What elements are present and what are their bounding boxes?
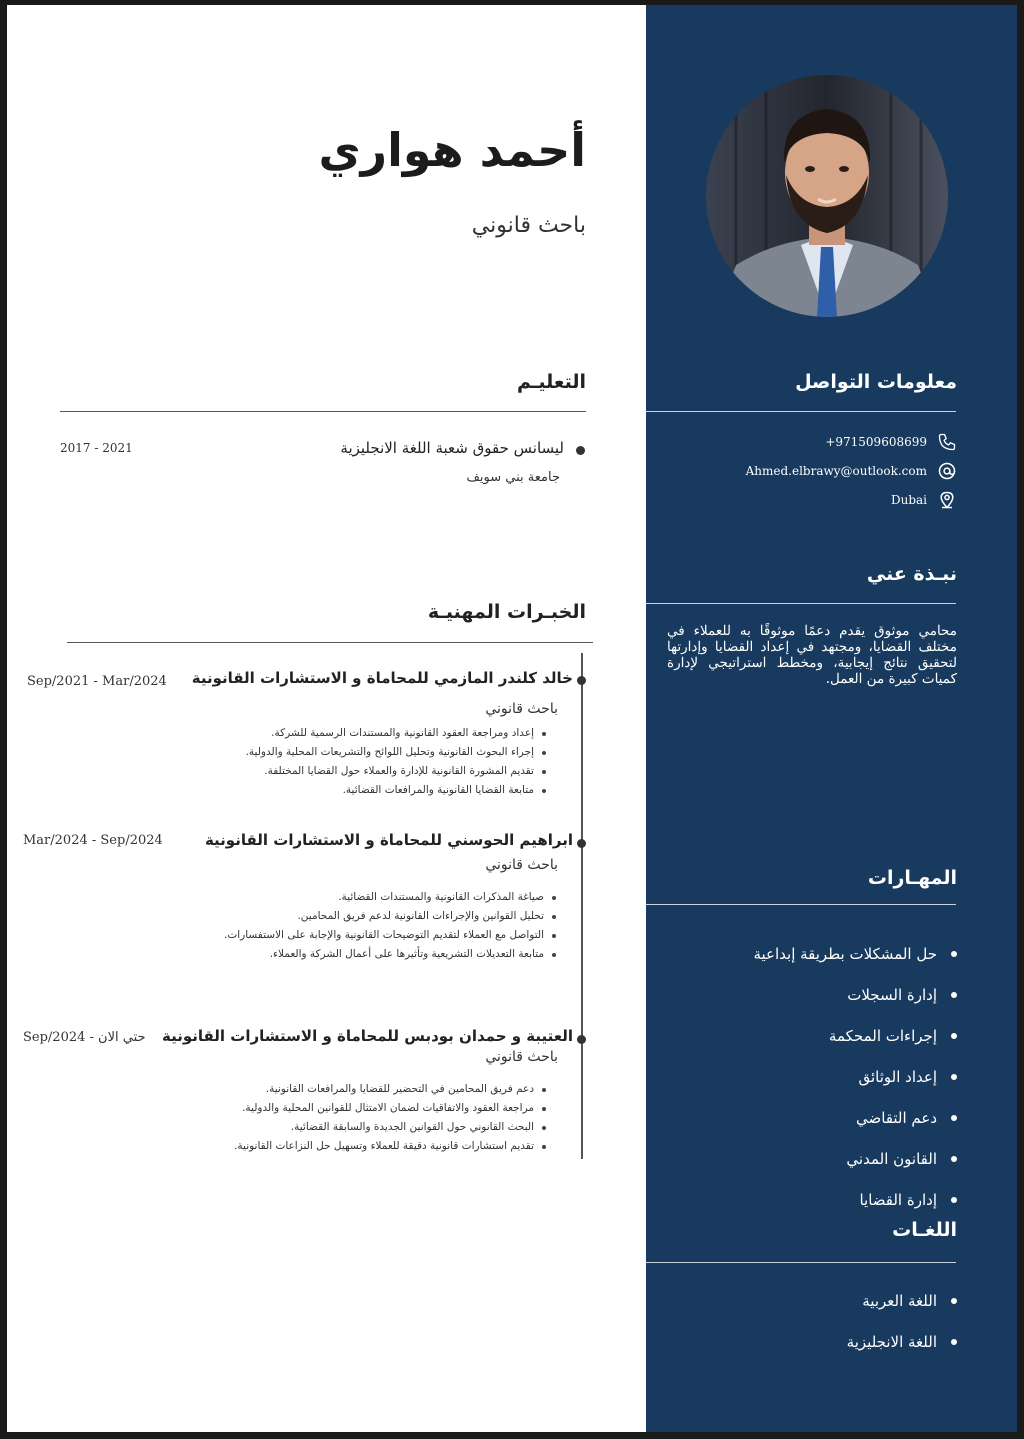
about-section-title: نبـذة عني [866,563,957,585]
experience-company: خالد كلندر المازمي للمحاماة و الاستشارات القانونية [191,669,573,687]
experience-bullets [246,724,546,800]
contact-divider [646,411,956,412]
contact-phone[interactable] [825,432,957,452]
list-item: تقديم استشارات قانونية دقيقة للعملاء وتسهيل حل النزاعات القانونية. [234,1137,546,1156]
education-section-title: التعليـم [516,371,586,393]
list-item: إجراءات المحكمة [753,1015,957,1056]
contact-location [891,490,957,510]
email-text: Ahmed.elbrawy@outlook.com [745,464,927,478]
list-item: اللغة الانجليزية [847,1321,957,1362]
profile-photo-image [706,75,948,317]
job-title: باحث قانوني [471,213,586,238]
list-item: القانون المدني [753,1138,957,1179]
phone-text: +971509608699 [825,435,927,449]
experience-date: Sep/2021 - Mar/2024 [27,674,167,689]
list-item: دعم التقاضي [753,1097,957,1138]
education-degree: ليسانس حقوق شعبة اللغة الانجليزية [340,439,564,457]
list-item: اللغة العربية [847,1280,957,1321]
skills-divider [646,904,956,905]
education-bullet [576,446,585,455]
education-date: 2017 - 2021 [60,441,133,455]
list-item: إدارة القضايا [753,1179,957,1220]
list-item: متابعة التعديلات التشريعية وتأثيرها على أعمال الشركة والعملاء. [224,945,556,964]
education-school: جامعة بني سويف [466,470,560,485]
languages-section-title: اللغـات [892,1219,957,1241]
location-pin-icon [937,490,957,510]
experience-section-title: الخبـرات المهنيـة [427,601,586,623]
list-item: إعداد ومراجعة العقود القانونية والمستندات الرسمية للشركة. [246,724,546,743]
location-text: Dubai [890,493,927,507]
skills-section-title: المهـارات [867,867,957,889]
experience-date: Mar/2024 - Sep/2024 [23,833,163,848]
list-item: متابعة القضايا القانونية والمرافعات القضائية. [246,781,546,800]
list-item: إجراء البحوث القانونية وتحليل اللوائح والتشريعات المحلية والدولية. [246,743,546,762]
languages-list [847,1280,957,1362]
experience-role: باحث قانوني [485,1049,558,1065]
languages-divider [646,1262,956,1263]
experience-role: باحث قانوني [485,701,558,717]
experience-timeline [581,653,583,1159]
experience-bullets [234,1080,546,1156]
list-item: حل المشكلات بطريقة إبداعية [753,933,957,974]
experience-date: Sep/2024 - حتي الان [23,1030,146,1045]
experience-divider [67,642,593,643]
list-item: تحليل القوانين والإجراءات القانونية لدعم فريق المحامين. [224,907,556,926]
contact-section-title: معلومات التواصل [795,371,957,393]
about-text: محامي موثوق يقدم دعمًا موثوقًا به للعملاء في مختلف القضايا، ومجتهد في إعداد القضايا وإدارتها لتحقيق نتائج إيجابية، ومخطط استراتيجي لإدارة كميات كبيرة من العمل. [667,623,957,687]
timeline-dot [577,676,586,685]
profile-photo [706,75,948,317]
sidebar [646,5,1017,1432]
timeline-dot [577,839,586,848]
contact-email[interactable] [746,461,957,481]
experience-role: باحث قانوني [485,857,558,873]
at-sign-icon [937,461,957,481]
list-item: تقديم المشورة القانونية للإدارة والعملاء حول القضايا المختلفة. [246,762,546,781]
full-name: أحمد هواري [318,123,586,177]
resume-page [7,5,1017,1432]
list-item: صياغة المذكرات القانونية والمستندات القضائية. [224,888,556,907]
main-content [7,5,646,1432]
list-item: البحث القانوني حول القوانين الجديدة والسابقة القضائية. [234,1118,546,1137]
list-item: إدارة السجلات [753,974,957,1015]
phone-icon [937,432,957,452]
education-divider [60,411,586,412]
list-item: دعم فريق المحامين في التحضير للقضايا والمرافعات القانونية. [234,1080,546,1099]
list-item: مراجعة العقود والاتفاقيات لضمان الامتثال للقوانين المحلية والدولية. [234,1099,546,1118]
experience-company: ابراهيم الحوسني للمحاماة و الاستشارات القانونية [204,831,573,849]
experience-bullets [224,888,556,964]
list-item: التواصل مع العملاء لتقديم التوضيحات القانونية والإجابة على الاستفسارات. [224,926,556,945]
timeline-dot [577,1035,586,1044]
list-item: إعداد الوثائق [753,1056,957,1097]
about-divider [646,603,956,604]
skills-list [753,933,957,1220]
experience-company: العتيبة و حمدان بودبس للمحاماة و الاستشارات القانونية [161,1027,573,1045]
